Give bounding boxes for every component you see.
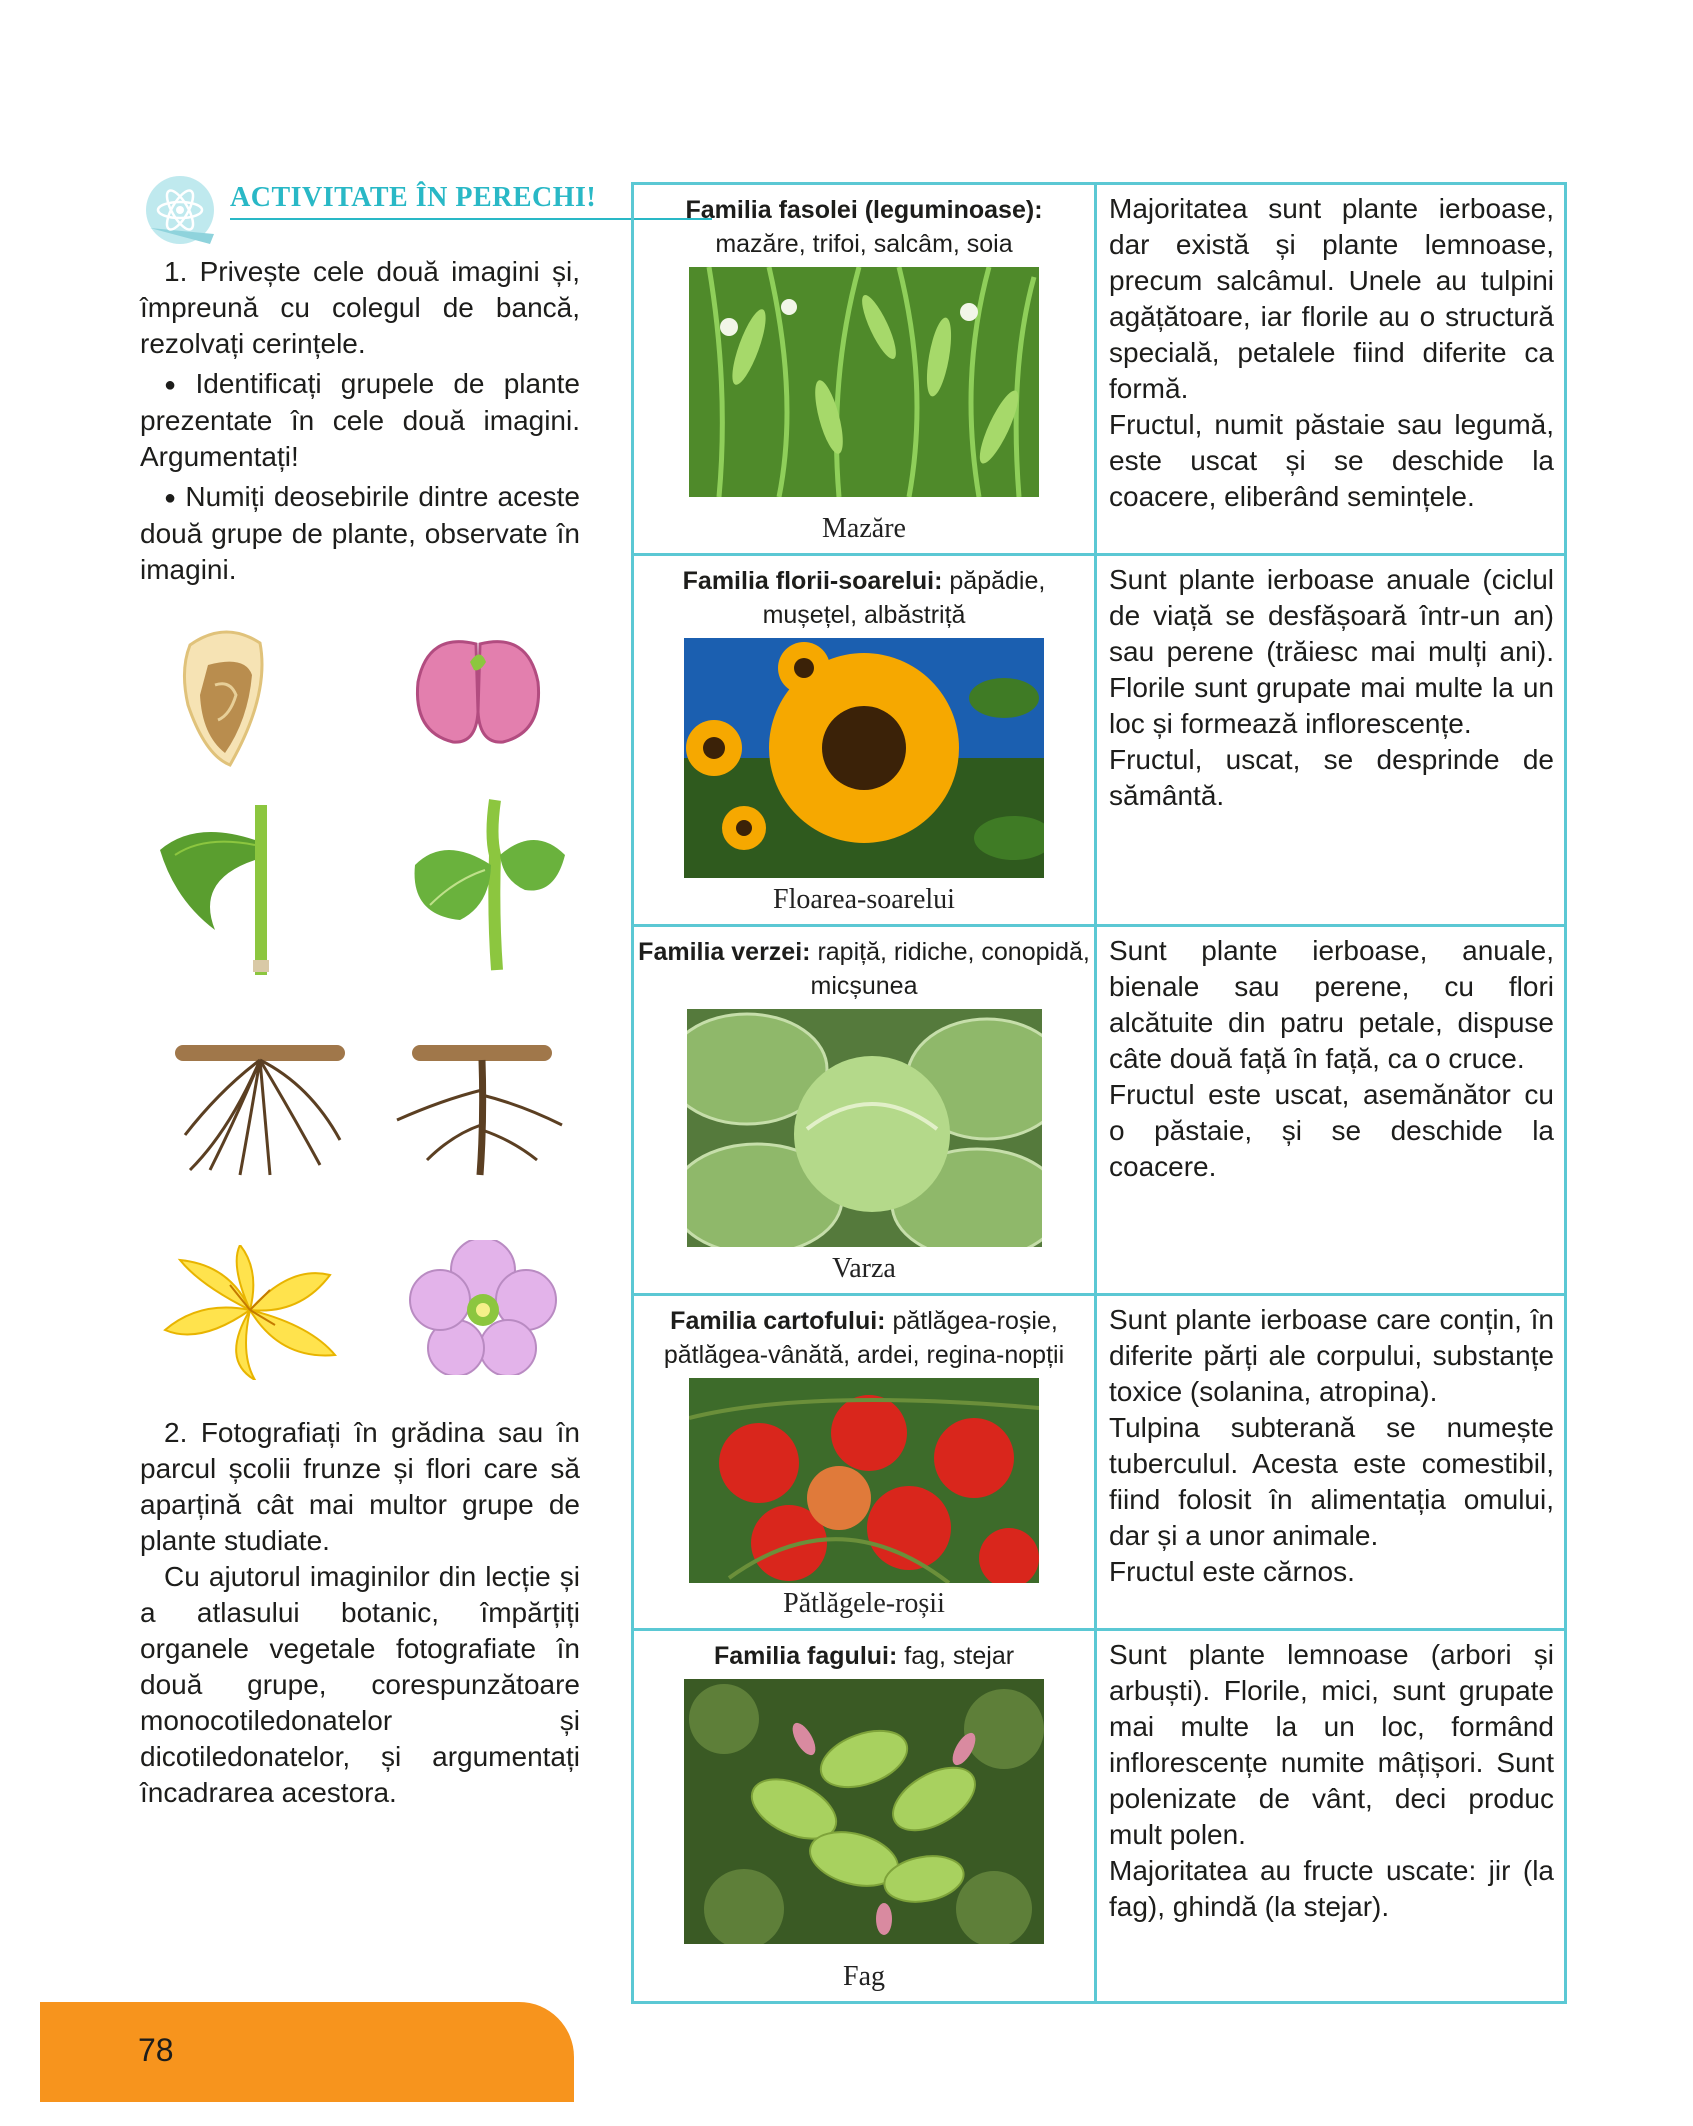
bullet-2: ● Numiți deosebirile dintre aceste două grupe de plante, observate în imagini. — [140, 479, 580, 588]
task-2: 2. Fotografiați în grădina sau în parcul școlii frunze și flori care să aparțină cât mai multor grupe de plante studiate. — [140, 1417, 580, 1556]
activity-panel — [140, 170, 597, 588]
family-title: Familia cartofului: pătlăgea-roșie, pătlăgea-vânătă, ardei, regina-nopții — [663, 1307, 1065, 1369]
description-text: Sunt plante lemnoase (arbori și arbuști). Florile, mici, sunt grupate mai multe la un loc, formând inflorescențe numite mâțișori. Sunt polenizate de vânt, deci produc mult polen. — [1109, 1639, 1554, 1850]
table-row — [634, 927, 1564, 1296]
photo-caption: Pătlăgele-roșii — [783, 1588, 945, 1619]
description-text: Majoritatea au fructe uscate: jir (la fag), ghindă (la stejar). — [1109, 1855, 1554, 1922]
plant-families-table — [631, 182, 1567, 2004]
pea-photo — [689, 267, 1039, 497]
fibrous-root-illustration — [170, 1040, 350, 1180]
photo-caption: Floarea-soarelui — [773, 884, 955, 915]
description-text: Fructul, numit păstaie sau legumă, este uscat și se deschide la coacere, eliberând semințele. — [1109, 409, 1554, 512]
description-text: Fructul este cărnos. — [1109, 1556, 1355, 1587]
description-text: Sunt plante ierboase care conțin, în diferite părți ale corpului, substanțe toxice (solanina, atropina). — [1109, 1304, 1554, 1407]
description-cell — [1097, 927, 1564, 1293]
dicot-seedling-illustration — [405, 795, 570, 975]
table-row — [634, 185, 1564, 556]
tomato-photo — [689, 1378, 1039, 1583]
task-2-details: Cu ajutorul imaginilor din lecție și a atlasului botanic, împărțiți organele vegetale fotografiate în două grupe, corespunzătoare monocotiledonatelor și dicotiledonatelor, și argumentați încadrarea acestora. — [140, 1561, 580, 1808]
description-text: Fructul este uscat, asemănător cu o păstaie, și se deschide la coacere. — [1109, 1079, 1554, 1182]
table-row — [634, 1631, 1564, 2001]
page-number: 78 — [138, 2032, 174, 2068]
bullet-1: ● Identificați grupele de plante prezentate în cele două imagini. Argumentați! — [140, 366, 580, 475]
sunflower-photo — [684, 638, 1044, 878]
description-text: Majoritatea sunt plante ierboase, dar există și plante lemnoase, precum salcâmul. Unele au tulpini agățătoare, iar florile au o structură specială, petalele fiind diferite ca formă. — [1109, 193, 1554, 404]
photo-caption: Mazăre — [822, 513, 906, 544]
table-row — [634, 556, 1564, 927]
description-text: Fructul, uscat, se desprinde de sământă. — [1109, 744, 1554, 811]
family-title: Familia fagului: fag, stejar — [713, 1642, 1015, 1670]
table-row — [634, 1296, 1564, 1631]
description-cell — [1097, 556, 1564, 924]
description-cell — [1097, 1296, 1564, 1628]
family-cell — [634, 1631, 1097, 2001]
family-cell — [634, 927, 1097, 1293]
corn-seed-illustration — [170, 625, 280, 775]
description-text: Sunt plante ierboase, anuale, bienale sau perene, cu flori alcătuite din patru petale, dispuse câte două față în față, ca o cruce. — [1109, 935, 1554, 1074]
lily-flower-illustration — [160, 1245, 340, 1380]
atom-icon — [140, 170, 228, 246]
family-cell — [634, 1296, 1097, 1628]
family-title: Familia florii-soarelui: păpădie, mușețel, albăstriță — [682, 567, 1046, 629]
cabbage-photo — [687, 1009, 1042, 1247]
family-cell — [634, 185, 1097, 553]
dicot-flower-illustration — [408, 1240, 558, 1375]
page-number-tab — [40, 2002, 574, 2102]
bean-seed-illustration — [408, 632, 548, 752]
description-text: Tulpina subterană se numește tuberculul. Acesta este comestibil, fiind folosit în alimentația omului, dar și a unor animale. — [1109, 1412, 1554, 1551]
activity-header — [140, 170, 597, 240]
description-cell — [1097, 1631, 1564, 2001]
family-title: Familia verzei: rapiță, ridiche, conopidă, micșunea — [638, 938, 1090, 1000]
activity-task-2 — [140, 1415, 580, 1811]
family-cell — [634, 556, 1097, 924]
monocot-seedling-illustration — [155, 800, 285, 980]
photo-caption: Fag — [843, 1961, 885, 1992]
family-title: Familia fasolei (leguminoase): mazăre, trifoi, salcâm, soia — [685, 196, 1043, 258]
activity-title: ACTIVITATE ÎN PERECHI! — [230, 182, 597, 213]
taproot-illustration — [392, 1040, 572, 1180]
task-1: 1. Privește cele două imagini și, împreună cu colegul de bancă, rezolvați cerințele. — [140, 256, 580, 359]
photo-caption: Varza — [832, 1253, 896, 1284]
beech-photo — [684, 1679, 1044, 1944]
description-text: Sunt plante ierboase anuale (ciclul de viață se desfășoară într-un an) sau perene (trăiesc mai mulți ani). Florile sunt grupate mai multe la un loc și formează inflorescențe. — [1109, 564, 1554, 739]
description-cell — [1097, 185, 1564, 553]
